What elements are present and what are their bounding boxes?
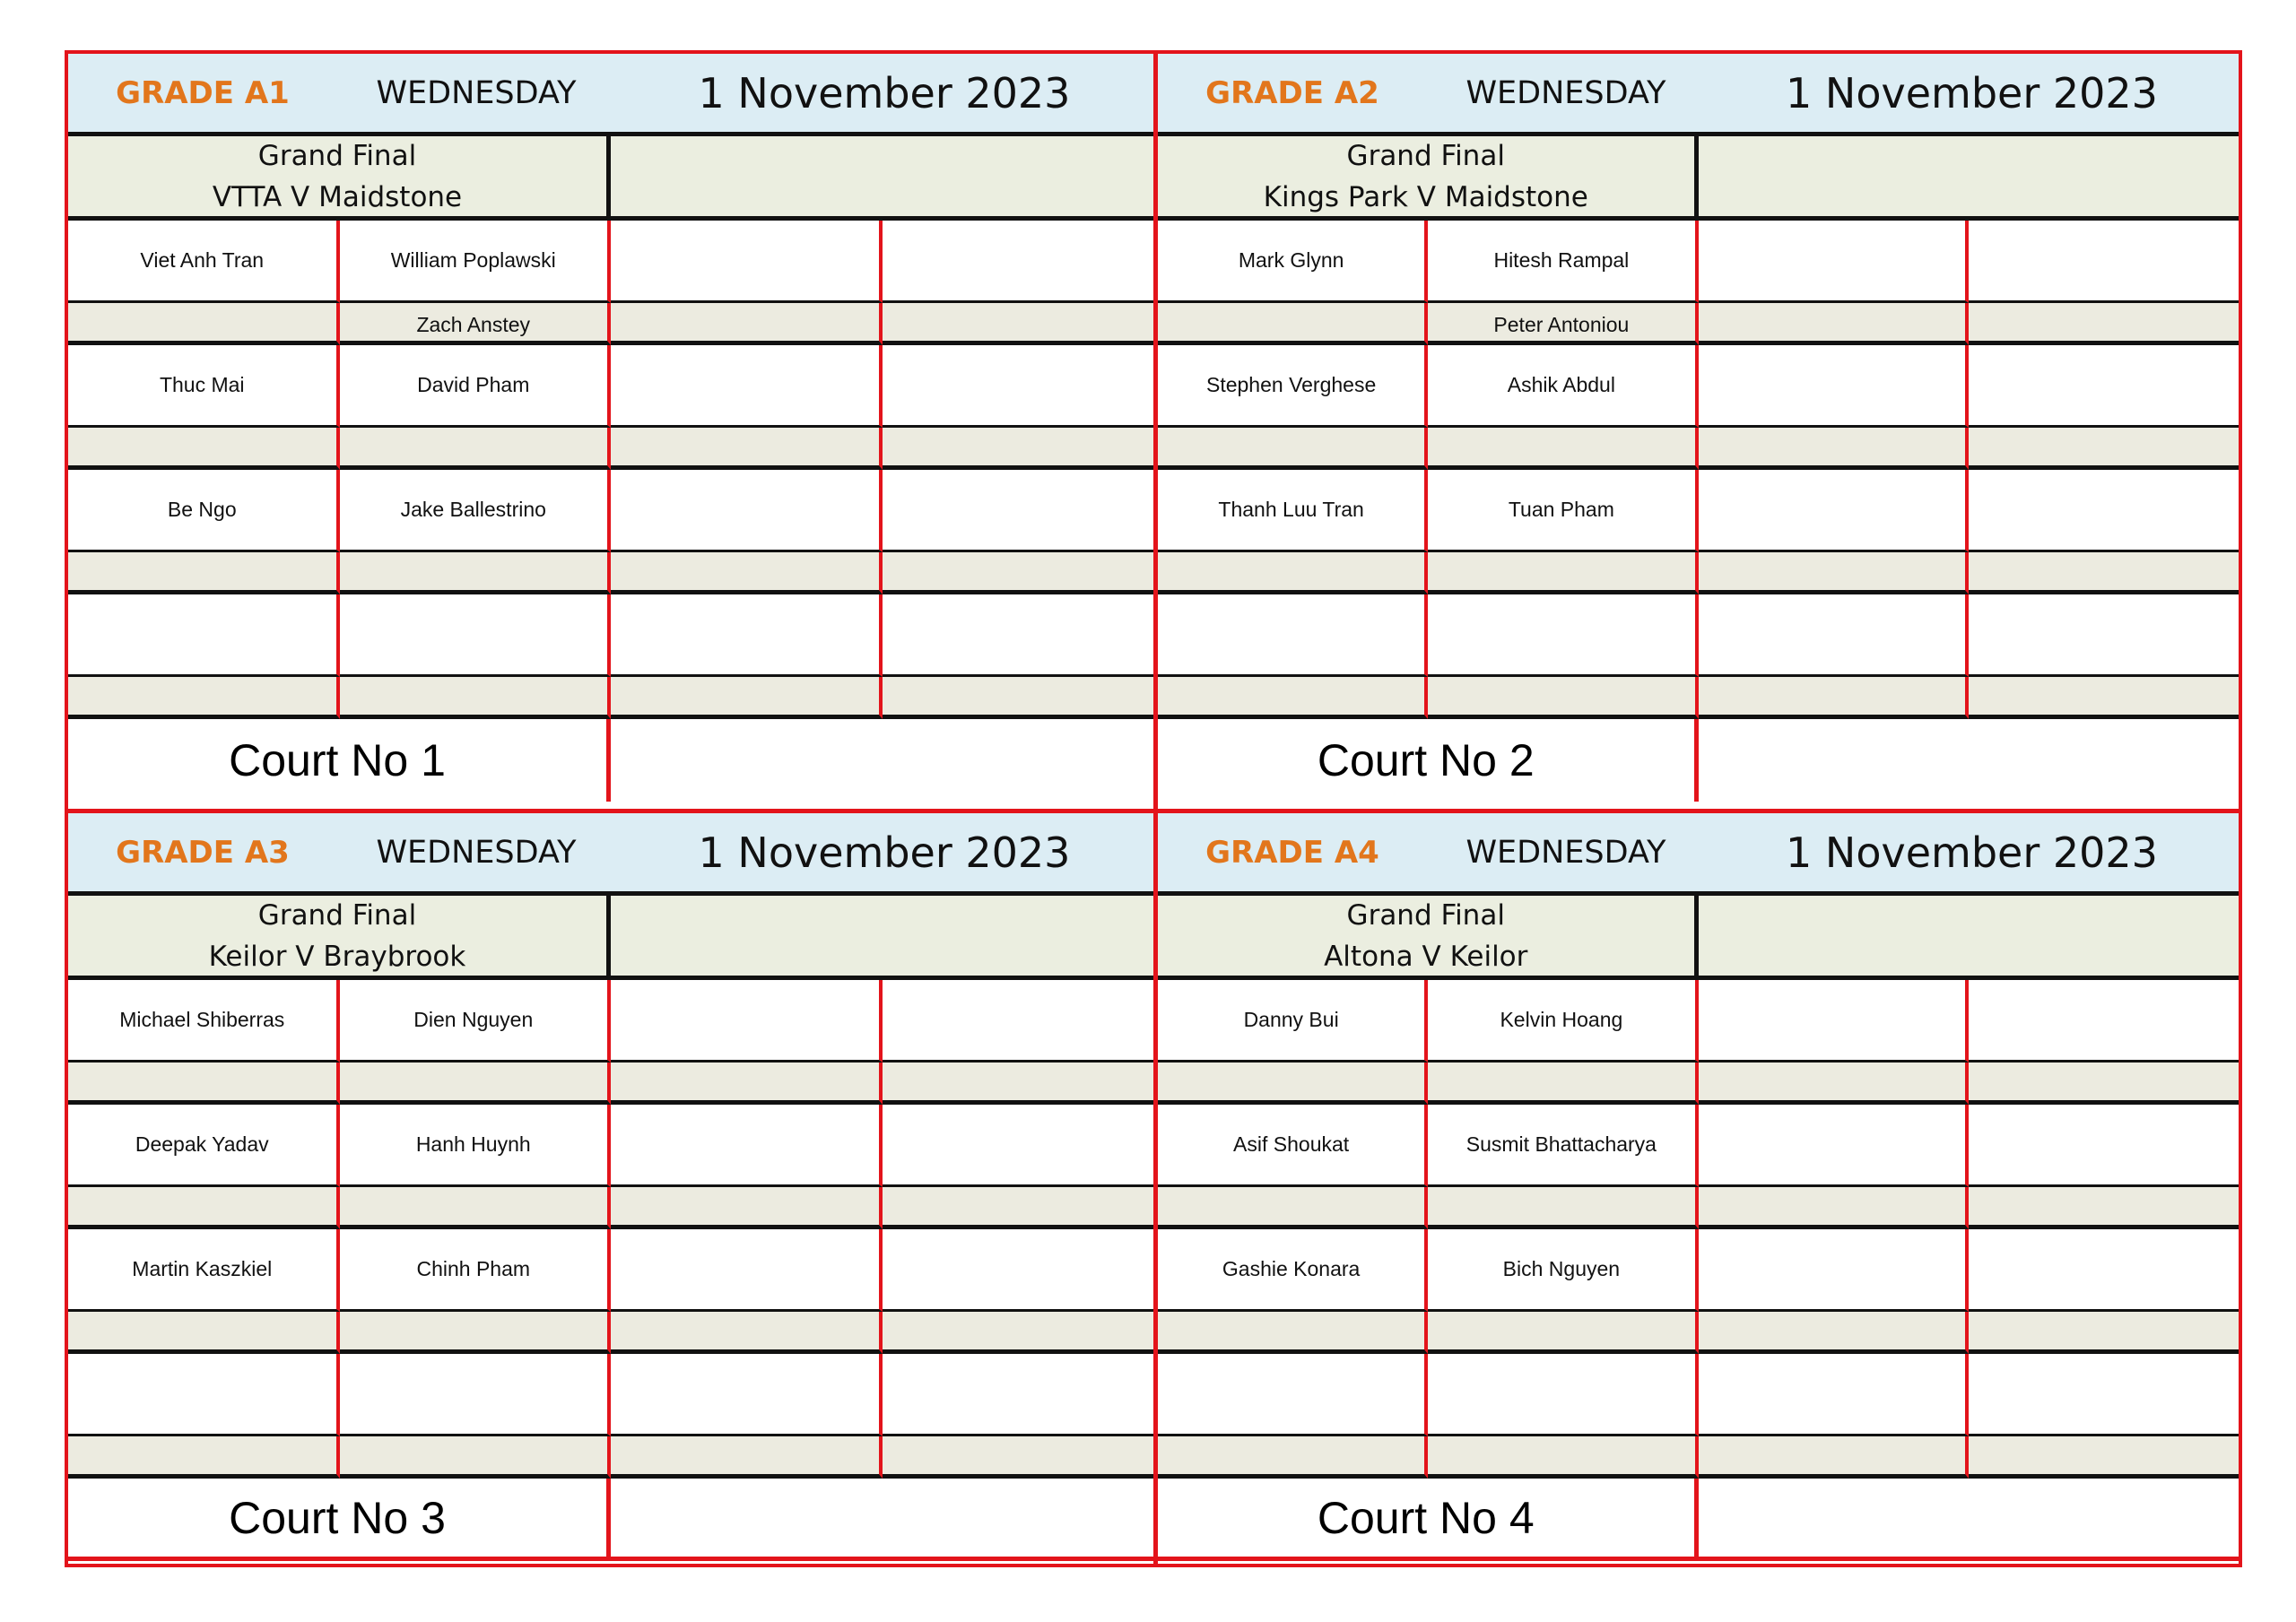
day-label: WEDNESDAY [1465, 834, 1666, 871]
court-notes-cell [611, 1479, 1153, 1561]
score-sub-cell [1699, 552, 1969, 594]
score-cell [1699, 345, 1969, 428]
away-reserve [340, 552, 612, 594]
home-reserve [1158, 1187, 1428, 1229]
match-result-cell [611, 136, 1153, 221]
score-sub-cell [1699, 303, 1969, 345]
court-panel [1153, 54, 2239, 809]
away-player: William Poplawski [340, 221, 612, 303]
home-player: Thanh Luu Tran [1158, 470, 1428, 552]
home-player [68, 594, 340, 677]
away-player: Chinh Pham [340, 1229, 612, 1312]
date-label: 1 November 2023 [1786, 68, 2158, 117]
score-sub-cell [611, 552, 883, 594]
match-title [68, 136, 611, 221]
match-teams: Altona V Keilor [1324, 940, 1528, 973]
panel-header [1158, 54, 2239, 136]
score-cell [883, 1229, 1154, 1312]
away-player [340, 1354, 612, 1436]
home-reserve [1158, 428, 1428, 470]
score-sub-cell [883, 1187, 1154, 1229]
court-notes-cell [611, 719, 1153, 802]
score-cell [1699, 470, 1969, 552]
score-sub-cell [611, 303, 883, 345]
score-sub-cell [611, 1187, 883, 1229]
away-player [1428, 1354, 1698, 1436]
panel-header [68, 813, 1153, 896]
score-sub-cell [883, 1063, 1154, 1105]
score-sub-cell [1699, 428, 1969, 470]
score-sub-cell [883, 552, 1154, 594]
score-cell [611, 1354, 883, 1436]
home-reserve [1158, 552, 1428, 594]
score-cell [1969, 980, 2239, 1063]
score-sub-cell [1699, 677, 1969, 719]
match-type: Grand Final [257, 898, 417, 932]
score-sub-cell [883, 1436, 1154, 1479]
date-label: 1 November 2023 [698, 68, 1071, 117]
score-sub-cell [1699, 1063, 1969, 1105]
match-result-cell [1699, 136, 2239, 221]
away-reserve [340, 1187, 612, 1229]
away-player: Kelvin Hoang [1428, 980, 1698, 1063]
panel-header [1158, 813, 2239, 896]
score-cell [1969, 221, 2239, 303]
home-player: Stephen Verghese [1158, 345, 1428, 428]
home-player: Michael Shiberras [68, 980, 340, 1063]
score-sub-cell [1969, 1312, 2239, 1354]
away-player [340, 594, 612, 677]
away-player: Tuan Pham [1428, 470, 1698, 552]
court-panel [1153, 809, 2239, 1564]
court-panel [68, 54, 1153, 809]
home-reserve [68, 1436, 340, 1479]
court-number: Court No 4 [1158, 1479, 1699, 1561]
score-cell [883, 594, 1154, 677]
score-cell [611, 470, 883, 552]
home-reserve [68, 1312, 340, 1354]
court-number: Court No 1 [68, 719, 611, 802]
score-cell [883, 221, 1154, 303]
match-teams: Kings Park V Maidstone [1263, 180, 1588, 213]
home-player: Thuc Mai [68, 345, 340, 428]
day-label: WEDNESDAY [376, 74, 577, 111]
score-cell [611, 980, 883, 1063]
home-reserve [68, 677, 340, 719]
away-reserve [340, 1063, 612, 1105]
score-sub-cell [611, 1312, 883, 1354]
home-player [68, 1354, 340, 1436]
score-sub-cell [883, 303, 1154, 345]
score-sub-cell [611, 1063, 883, 1105]
match-result-cell [611, 896, 1153, 980]
score-cell [1699, 594, 1969, 677]
score-sub-cell [1699, 1187, 1969, 1229]
grade-label: GRADE A2 [1205, 74, 1379, 111]
score-sub-cell [1969, 303, 2239, 345]
score-sub-cell [611, 677, 883, 719]
away-reserve [1428, 1312, 1698, 1354]
away-player: Susmit Bhattacharya [1428, 1105, 1698, 1187]
score-cell [611, 1105, 883, 1187]
score-cell [883, 980, 1154, 1063]
score-sub-cell [1699, 1436, 1969, 1479]
court-notes-cell [1699, 1479, 2239, 1561]
day-label: WEDNESDAY [1465, 74, 1666, 111]
away-reserve [1428, 677, 1698, 719]
score-cell [883, 1105, 1154, 1187]
away-reserve [340, 677, 612, 719]
home-player: Viet Anh Tran [68, 221, 340, 303]
score-cell [883, 345, 1154, 428]
match-teams: VTTA V Maidstone [212, 180, 463, 213]
away-reserve [340, 1312, 612, 1354]
away-reserve [1428, 428, 1698, 470]
home-reserve [68, 303, 340, 345]
score-sub-cell [611, 1436, 883, 1479]
score-cell [611, 345, 883, 428]
home-reserve [68, 428, 340, 470]
grand-final-court-sheet [65, 50, 2242, 1567]
home-reserve [1158, 303, 1428, 345]
home-player: Danny Bui [1158, 980, 1428, 1063]
score-cell [1699, 1229, 1969, 1312]
score-cell [611, 594, 883, 677]
home-player: Mark Glynn [1158, 221, 1428, 303]
score-sub-cell [611, 428, 883, 470]
home-player: Asif Shoukat [1158, 1105, 1428, 1187]
away-player: Hitesh Rampal [1428, 221, 1698, 303]
away-player [1428, 594, 1698, 677]
court-notes-cell [1699, 719, 2239, 802]
home-player [1158, 1354, 1428, 1436]
away-player: Jake Ballestrino [340, 470, 612, 552]
away-reserve [1428, 1063, 1698, 1105]
match-type: Grand Final [1346, 898, 1505, 932]
home-reserve [68, 1187, 340, 1229]
score-cell [611, 1229, 883, 1312]
date-label: 1 November 2023 [698, 828, 1071, 877]
score-sub-cell [1699, 1312, 1969, 1354]
away-player: Ashik Abdul [1428, 345, 1698, 428]
date-label: 1 November 2023 [1786, 828, 2158, 877]
home-player: Deepak Yadav [68, 1105, 340, 1187]
score-cell [1969, 470, 2239, 552]
score-cell [1969, 594, 2239, 677]
court-panel [68, 809, 1153, 1564]
away-player: Dien Nguyen [340, 980, 612, 1063]
score-cell [1699, 1105, 1969, 1187]
away-reserve: Zach Anstey [340, 303, 612, 345]
grade-label: GRADE A4 [1205, 834, 1379, 871]
away-player: Hanh Huynh [340, 1105, 612, 1187]
home-player: Be Ngo [68, 470, 340, 552]
away-player: Bich Nguyen [1428, 1229, 1698, 1312]
score-cell [1969, 345, 2239, 428]
score-cell [1699, 1354, 1969, 1436]
away-reserve [340, 1436, 612, 1479]
score-sub-cell [1969, 428, 2239, 470]
away-reserve: Peter Antoniou [1428, 303, 1698, 345]
score-cell [883, 1354, 1154, 1436]
score-cell [1969, 1354, 2239, 1436]
court-number: Court No 3 [68, 1479, 611, 1561]
match-type: Grand Final [1346, 139, 1505, 172]
grade-label: GRADE A1 [116, 74, 290, 111]
away-reserve [1428, 552, 1698, 594]
home-reserve [1158, 1312, 1428, 1354]
score-sub-cell [1969, 1063, 2239, 1105]
court-number: Court No 2 [1158, 719, 1699, 802]
score-sub-cell [883, 677, 1154, 719]
home-reserve [1158, 677, 1428, 719]
score-cell [611, 221, 883, 303]
home-reserve [68, 1063, 340, 1105]
match-title [68, 896, 611, 980]
score-sub-cell [1969, 1436, 2239, 1479]
panel-header [68, 54, 1153, 136]
away-reserve [340, 428, 612, 470]
grade-label: GRADE A3 [116, 834, 290, 871]
away-reserve [1428, 1187, 1698, 1229]
home-reserve [68, 552, 340, 594]
score-cell [1969, 1105, 2239, 1187]
score-sub-cell [1969, 552, 2239, 594]
home-reserve [1158, 1436, 1428, 1479]
score-cell [883, 470, 1154, 552]
day-label: WEDNESDAY [376, 834, 577, 871]
score-cell [1699, 221, 1969, 303]
home-player: Martin Kaszkiel [68, 1229, 340, 1312]
match-result-cell [1699, 896, 2239, 980]
score-sub-cell [883, 1312, 1154, 1354]
home-reserve [1158, 1063, 1428, 1105]
home-player [1158, 594, 1428, 677]
match-title [1158, 136, 1699, 221]
away-player: David Pham [340, 345, 612, 428]
away-reserve [1428, 1436, 1698, 1479]
score-cell [1699, 980, 1969, 1063]
score-sub-cell [883, 428, 1154, 470]
score-cell [1969, 1229, 2239, 1312]
score-sub-cell [1969, 677, 2239, 719]
match-type: Grand Final [257, 139, 417, 172]
score-sub-cell [1969, 1187, 2239, 1229]
match-title [1158, 896, 1699, 980]
match-teams: Keilor V Braybrook [208, 940, 466, 973]
home-player: Gashie Konara [1158, 1229, 1428, 1312]
